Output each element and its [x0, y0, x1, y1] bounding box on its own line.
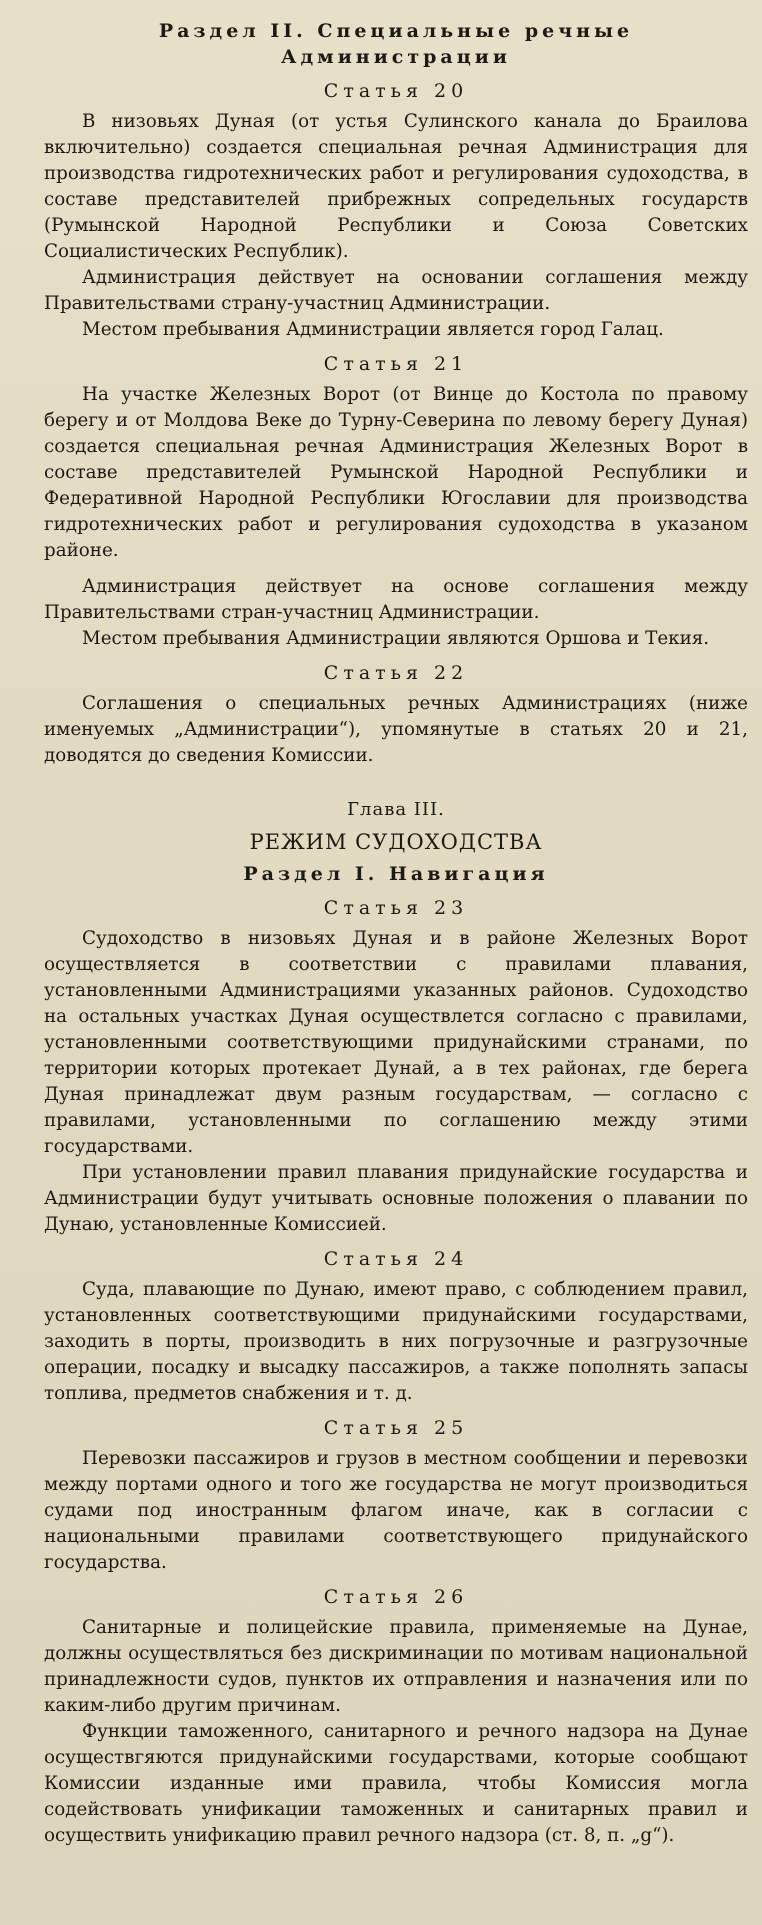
article-20-paragraph-2: Администрация действует на основании соглашения между Правительствами страну-участниц Администрации.: [44, 267, 748, 314]
article-24-paragraph-1: Суда, плавающие по Дунаю, имеют право, с соблюдением правил, установленных соответствующими придунайскими государствами, заходить в порты, производить в них погрузочные и разгрузочные операции, посадку и высадку пассажиров, а также пополнять запасы топлива, предметов снабжения и т. д.: [44, 1279, 748, 1404]
article-20: [44, 78, 748, 343]
article-23: [44, 895, 748, 1238]
article-24: [44, 1246, 748, 1407]
article-21-paragraph-3: Местом пребывания Администрации являются Оршова и Текия.: [82, 628, 710, 649]
article-25-title: Статья 25: [323, 1417, 469, 1439]
article-26-paragraph-2: Функции таможенного, санитарного и речного надзора на Дунае осуществгяются придунайскими государствами, которые сообщают Комиссии изданные ими правила, чтобы Комиссия могла содействовать унификации таможенных и санитарных правил и осуществить унификацию правил речного надзора (ст. 8, п. „g“).: [44, 1721, 748, 1846]
article-20-paragraph-3: Местом пребывания Администрации является город Галац.: [82, 319, 664, 340]
article-26-paragraph-1: Санитарные и полицейские правила, применяемые на Дунае, должны осуществляться без дискриминации по мотивам национальной принадлежности судов, пунктов их отправления и назначения или по каким-либо другим причинам.: [44, 1617, 748, 1716]
article-23-paragraph-2: При установлении правил плавания придунайские государства и Администрации будут учитывать основные положения о плавании по Дунаю, установленные Комиссией.: [44, 1162, 748, 1235]
article-26: [44, 1584, 748, 1849]
chapter-3-section-title: Раздел I. Навигация: [243, 863, 549, 885]
article-23-title: Статья 23: [323, 897, 469, 919]
article-21: [44, 351, 748, 652]
article-21-paragraph-2: Администрация действует на основе соглашения между Правительствами стран-участниц Администрации.: [44, 576, 748, 623]
article-20-title: Статья 20: [323, 80, 469, 102]
article-22: [44, 660, 748, 769]
article-25-paragraph-1: Перевозки пассажиров и грузов в местном сообщении и перевозки между портами одного и того же государства не могут производиться судами под иностранным флагом иначе, как в согласии с национальными правилами соответствующего придунайского государства.: [44, 1448, 748, 1573]
article-26-title: Статья 26: [323, 1586, 469, 1608]
article-21-paragraph-1: На участке Железных Ворот (от Винце до Костола по правому берегу и от Молдова Веке до Турну-Северина по левому берегу Дуная) создается специальная речная Администрация Железных Ворот в составе представителей Румынской Народной Республики и Федеративной Народной Республики Югославии для производства гидротехнических работ и регулирования судоходства в указаном районе.: [44, 384, 748, 561]
section-2-title: Раздел II. Специальные речные Администрации: [158, 20, 634, 68]
article-21-title: Статья 21: [323, 353, 469, 375]
chapter-3-subtitle: РЕЖИМ СУДОХОДСТВА: [249, 830, 543, 854]
chapter-3-title: Глава III.: [347, 799, 445, 820]
article-25: [44, 1415, 748, 1576]
article-24-title: Статья 24: [323, 1248, 469, 1270]
article-22-title: Статья 22: [323, 662, 469, 684]
paragraph-gap: [44, 564, 748, 574]
article-23-paragraph-1: Судоходство в низовьях Дуная и в районе Железных Ворот осуществляется в соответствии с правилами плавания, установленными Администрациями указанных районов. Судоходство на остальных участках Дуная осуществлется согласно с правилами, установленными соответствующими придунайскими странами, по территории которых протекает Дунай, а в тех районах, где берега Дуная принадлежат двум разным государствам, — согласно с правилами, установленными по соглашению между этими государствами.: [44, 928, 748, 1157]
article-22-paragraph-1: Соглашения о специальных речных Администрациях (ниже именуемых „Администрации“), упомянутые в статьях 20 и 21, доводятся до сведения Комиссии.: [44, 693, 748, 766]
article-20-paragraph-1: В низовьях Дуная (от устья Сулинского канала до Браилова включительно) создается специальная речная Администрация для производства гидротехнических работ и регулирования судоходства, в составе представителей прибрежных сопредельных государств (Румынской Народной Республики и Союза Советских Социалистических Республик).: [44, 111, 748, 262]
